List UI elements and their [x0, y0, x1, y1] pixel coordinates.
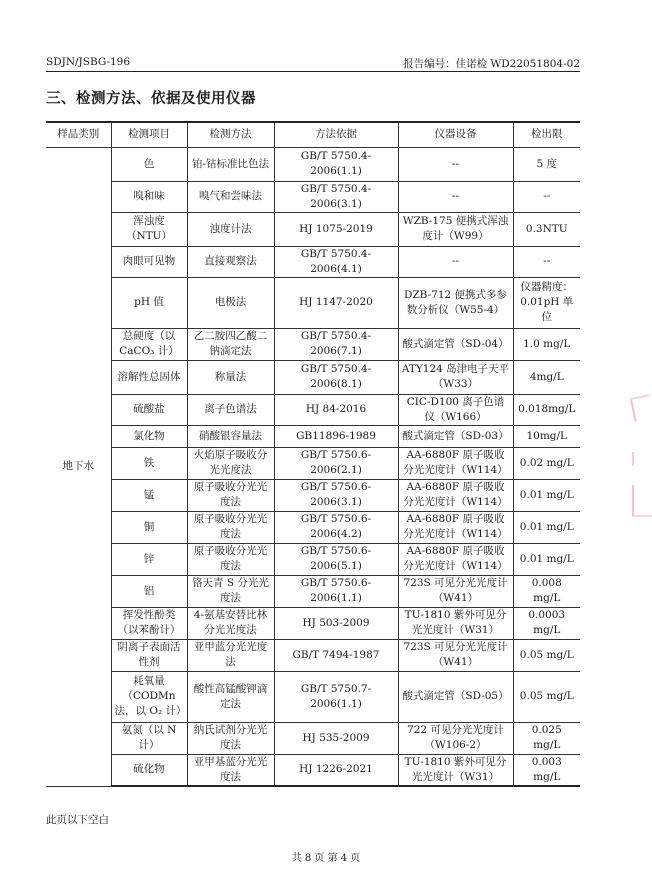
table-row — [46, 754, 580, 786]
seal-fragment — [632, 452, 652, 466]
table-row — [46, 607, 580, 639]
method-basis-cell: GB/T 5750.4-2006(3.1) — [274, 181, 398, 212]
instrument-cell: -- — [398, 181, 513, 212]
test-method-cell: 直接观察法 — [187, 246, 274, 277]
instrument-cell: -- — [398, 246, 513, 277]
test-method-cell: 电极法 — [187, 277, 274, 328]
method-basis-cell: GB/T 5750.4-2006(4.1) — [274, 246, 398, 277]
instrument-cell: 723S 可见分光光度计（W41） — [398, 575, 513, 607]
test-method-cell: 乙二胺四乙酸二钠滴定法 — [187, 328, 274, 360]
method-basis-cell: GB/T 5750.6-2006(3.1) — [274, 479, 398, 511]
instrument-cell: 722 可见分光光度计（W106-2） — [398, 722, 513, 754]
table-row — [46, 360, 580, 394]
test-method-cell: 原子吸收分光光度法 — [187, 479, 274, 511]
instrument-cell: AA-6880F 原子吸收分光光度计（W114） — [398, 511, 513, 543]
detection-limit-cell: 0.01 mg/L — [513, 543, 580, 575]
page-header — [46, 56, 580, 72]
test-item-cell: 氯化物 — [111, 425, 187, 447]
method-basis-cell: GB/T 5750.6-2006(2.1) — [274, 447, 398, 479]
test-item-cell: 锰 — [111, 479, 187, 511]
method-basis-cell: GB/T 5750.7-2006(1.1) — [274, 671, 398, 722]
table-row — [46, 671, 580, 722]
instrument-cell: CIC-D100 离子色谱仪（W166） — [398, 394, 513, 425]
test-item-cell: 溶解性总固体 — [111, 360, 187, 394]
instrument-cell: 酸式滴定管（SD-03） — [398, 425, 513, 447]
test-method-cell: 亚甲蓝分光光度法 — [187, 639, 274, 671]
table-row — [46, 479, 580, 511]
test-method-cell: 原子吸收分光光度法 — [187, 511, 274, 543]
header-test-method: 检测方法 — [187, 122, 274, 147]
test-method-cell: 离子色谱法 — [187, 394, 274, 425]
test-method-cell: 浊度计法 — [187, 212, 274, 246]
instrument-cell: DZB-712 便携式多参数分析仪（W55-4） — [398, 277, 513, 328]
test-method-cell: 亚甲基蓝分光光度法 — [187, 754, 274, 786]
detection-limit-cell: 0.008 mg/L — [513, 575, 580, 607]
test-method-cell: 铂-钴标准比色法 — [187, 147, 274, 181]
detection-limit-cell: 0.01 mg/L — [513, 479, 580, 511]
detection-limit-cell: 10mg/L — [513, 425, 580, 447]
test-item-cell: 耗氧量（CODMn 法，以 O₂ 计） — [111, 671, 187, 722]
test-item-cell: 锌 — [111, 543, 187, 575]
instrument-cell: AA-6880F 原子吸收分光光度计（W114） — [398, 447, 513, 479]
instrument-cell: -- — [398, 147, 513, 181]
detection-limit-cell: 0.018mg/L — [513, 394, 580, 425]
detection-limit-cell: 5 度 — [513, 147, 580, 181]
test-item-cell: 铜 — [111, 511, 187, 543]
method-basis-cell: GB/T 5750.4-2006(8.1) — [274, 360, 398, 394]
table-row — [46, 277, 580, 328]
test-item-cell: 嗅和味 — [111, 181, 187, 212]
detection-limit-cell: -- — [513, 181, 580, 212]
table-row — [46, 394, 580, 425]
table-row — [46, 425, 580, 447]
test-item-cell: 浑浊度（NTU） — [111, 212, 187, 246]
test-method-cell: 嗅气和尝味法 — [187, 181, 274, 212]
test-method-cell: 火焰原子吸收分光光度法 — [187, 447, 274, 479]
seal-fragment — [632, 485, 652, 517]
table-row — [46, 543, 580, 575]
table-row — [46, 639, 580, 671]
table-row — [46, 575, 580, 607]
test-item-cell: 色 — [111, 147, 187, 181]
test-method-cell: 酸性高锰酸钾滴定法 — [187, 671, 274, 722]
method-basis-cell: HJ 1226-2021 — [274, 754, 398, 786]
test-item-cell: 阴离子表面活性剂 — [111, 639, 187, 671]
test-method-cell: 原子吸收分光光度法 — [187, 543, 274, 575]
detection-limit-cell: 0.05 mg/L — [513, 671, 580, 722]
doc-code: SDJN/JSBG-196 — [46, 56, 131, 68]
page-footer: 共 8 页 第 4 页 — [291, 853, 361, 864]
detection-limit-cell: 0.05 mg/L — [513, 639, 580, 671]
method-basis-cell: GB/T 5750.6-2006(4.2) — [274, 511, 398, 543]
test-item-cell: pH 值 — [111, 277, 187, 328]
instrument-cell: AA-6880F 原子吸收分光光度计（W114） — [398, 543, 513, 575]
instrument-cell: 酸式滴定管（SD-05） — [398, 671, 513, 722]
instrument-cell: WZB-175 便携式浑浊度计（W99） — [398, 212, 513, 246]
detection-limit-cell: -- — [513, 246, 580, 277]
method-basis-cell: GB/T 5750.6-2006(1.1) — [274, 575, 398, 607]
methods-table — [46, 121, 580, 787]
detection-limit-cell: 0.025 mg/L — [513, 722, 580, 754]
method-basis-cell: GB/T 5750.4-2006(1.1) — [274, 147, 398, 181]
method-basis-cell: HJ 84-2016 — [274, 394, 398, 425]
instrument-cell: TU-1810 紫外可见分光光度计（W31） — [398, 607, 513, 639]
method-basis-cell: HJ 1147-2020 — [274, 277, 398, 328]
test-method-cell: 4-氨基安替比林分光光度法 — [187, 607, 274, 639]
header-instrument: 仪器设备 — [398, 122, 513, 147]
method-basis-cell: HJ 535-2009 — [274, 722, 398, 754]
test-item-cell: 挥发性酚类（以苯酚计） — [111, 607, 187, 639]
test-method-cell: 铬天青 S 分光光度法 — [187, 575, 274, 607]
report-number: 报告编号：佳诺检 WD22051804-02 — [403, 58, 580, 70]
seal-fragment — [630, 394, 652, 422]
header-divider — [46, 71, 580, 72]
header-test-item: 检测项目 — [111, 122, 187, 147]
instrument-cell: 723S 可见分光光度计（W41） — [398, 639, 513, 671]
table-row — [46, 147, 580, 181]
header-detection-limit: 检出限 — [513, 122, 580, 147]
instrument-cell: TU-1810 紫外可见分光光度计（W31） — [398, 754, 513, 786]
detection-limit-cell: 0.3NTU — [513, 212, 580, 246]
header-method-basis: 方法依据 — [274, 122, 398, 147]
detection-limit-cell: 0.0003 mg/L — [513, 607, 580, 639]
test-method-cell: 纳氏试剂分光光度法 — [187, 722, 274, 754]
table-row — [46, 212, 580, 246]
table-row — [46, 722, 580, 754]
detection-limit-cell: 仪器精度：0.01pH 单位 — [513, 277, 580, 328]
detection-limit-cell: 4mg/L — [513, 360, 580, 394]
method-basis-cell: GB/T 7494-1987 — [274, 639, 398, 671]
instrument-cell: 酸式滴定管（SD-04） — [398, 328, 513, 360]
table-row — [46, 181, 580, 212]
table-row — [46, 246, 580, 277]
test-item-cell: 肉眼可见物 — [111, 246, 187, 277]
test-item-cell: 铝 — [111, 575, 187, 607]
method-basis-cell: HJ 503-2009 — [274, 607, 398, 639]
test-method-cell: 称量法 — [187, 360, 274, 394]
method-basis-cell: GB/T 5750.4-2006(7.1) — [274, 328, 398, 360]
table-row — [46, 328, 580, 360]
blank-below-note: 此页以下空白 — [46, 814, 109, 826]
instrument-cell: AA-6880F 原子吸收分光光度计（W114） — [398, 479, 513, 511]
test-item-cell: 硫化物 — [111, 754, 187, 786]
method-basis-cell: GB/T 5750.6-2006(5.1) — [274, 543, 398, 575]
test-method-cell: 硝酸银容量法 — [187, 425, 274, 447]
detection-limit-cell: 1.0 mg/L — [513, 328, 580, 360]
table-header-row — [46, 122, 580, 147]
method-basis-cell: GB11896-1989 — [274, 425, 398, 447]
detection-limit-cell: 0.02 mg/L — [513, 447, 580, 479]
method-basis-cell: HJ 1075-2019 — [274, 212, 398, 246]
test-item-cell: 硫酸盐 — [111, 394, 187, 425]
test-item-cell: 氨氮（以 N 计） — [111, 722, 187, 754]
table-row — [46, 447, 580, 479]
test-item-cell: 铁 — [111, 447, 187, 479]
detection-limit-cell: 0.003 mg/L — [513, 754, 580, 786]
test-item-cell: 总硬度（以 CaCO₃ 计） — [111, 328, 187, 360]
detection-limit-cell: 0.01 mg/L — [513, 511, 580, 543]
section-title: 三、检测方法、依据及使用仪器 — [46, 91, 256, 107]
sample-category-cell: 地下水 — [46, 147, 111, 786]
table-row — [46, 511, 580, 543]
header-sample-category: 样品类别 — [46, 122, 111, 147]
instrument-cell: ATY124 岛津电子天平（W33） — [398, 360, 513, 394]
